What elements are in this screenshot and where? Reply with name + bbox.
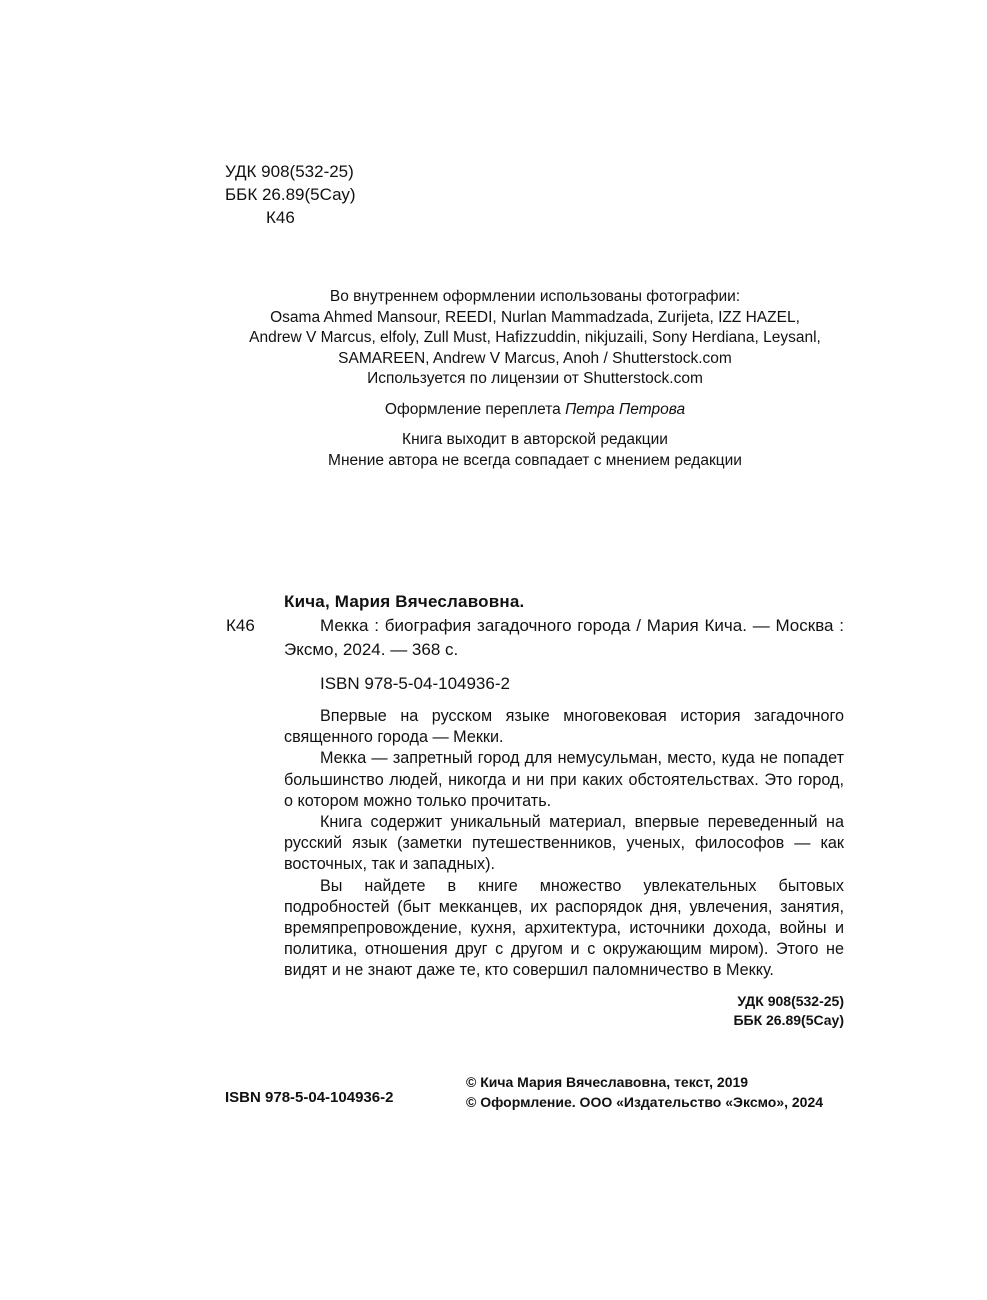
author-heading: Кича, Мария Вячеславовна. — [284, 592, 525, 611]
copyright-text: © Кича Мария Вячеславовна, текст, 2019 — [466, 1074, 749, 1090]
binding-label: Оформление переплета — [384, 400, 566, 418]
annotation — [284, 706, 844, 982]
photo-credits-line: Andrew V Marcus, elfoly, Zull Must, Hafizzuddin, nikjuzaili, Sony Herdiana, Leysanl, — [249, 329, 821, 346]
photo-credits-line: Используется по лицензии от Shutterstock.com — [367, 370, 703, 387]
author-mark: К46 — [266, 208, 295, 227]
edition-notes — [200, 430, 870, 471]
copyright-design: © Оформление. ООО «Издательство «Эксмо», 2024 — [466, 1094, 824, 1110]
annotation-paragraph: Книга содержит уникальный материал, впервые переведенный на русский язык (заметки путешественников, ученых, философов — как восточных, так и западных). — [284, 813, 844, 874]
udk-code-bottom: УДК 908(532-25) — [737, 993, 844, 1009]
edition-note: Мнение автора не всегда совпадает с мнением редакции — [328, 451, 742, 469]
bbk-code-bottom: ББК 26.89(5Сау) — [733, 1012, 844, 1028]
udk-code: УДК 908(532-25) — [225, 162, 354, 181]
credits-section — [200, 287, 870, 481]
author-mark-side: К46 — [226, 616, 255, 635]
classification-codes-bottom — [600, 992, 844, 1030]
photo-credits-line: SAMAREEN, Andrew V Marcus, Anoh / Shutterstock.com — [338, 349, 732, 367]
classification-codes-top — [225, 160, 356, 229]
photo-credits — [200, 287, 870, 390]
annotation-paragraph: Впервые на русском языке многовековая история загадочного священного города — Мекки. — [284, 707, 844, 747]
bibliographic-record — [284, 590, 844, 696]
copyright-block — [466, 1072, 823, 1112]
annotation-paragraph: Мекка — запретный город для немусульман, место, куда не попадет большинство людей, никогда и ни при каких обстоятельствах. Это город, о котором можно только прочитать. — [284, 749, 844, 810]
isbn-footer: ISBN 978-5-04-104936-2 — [225, 1089, 394, 1106]
photo-credits-line: Osama Ahmed Mansour, REEDI, Nurlan Mammadzada, Zurijeta, IZZ HAZEL, — [270, 308, 800, 326]
isbn-record: ISBN 978-5-04-104936-2 — [320, 674, 510, 693]
binding-designer: Петра Петрова — [565, 400, 686, 418]
annotation-paragraph: Вы найдете в книге множество увлекательных бытовых подробностей (быт мекканцев, их распорядок дня, увлечения, занятия, времяпрепровождение, кухня, архитектура, источники дохода, войны и политика, отношения друг с другом и с окружающим миром). Этого не видят и не знают даже те, кто совершил паломничество в Мекку. — [284, 876, 844, 980]
binding-design-credit — [200, 400, 870, 421]
edition-note: Книга выходит в авторской редакции — [402, 431, 668, 448]
title-description: Мекка : биография загадочного города / Мария Кича. — Москва : Эксмо, 2024. — 368 с. — [284, 616, 844, 659]
photo-credits-line: Во внутреннем оформлении использованы фотографии: — [329, 288, 741, 305]
bbk-code: ББК 26.89(5Сау) — [225, 185, 356, 204]
